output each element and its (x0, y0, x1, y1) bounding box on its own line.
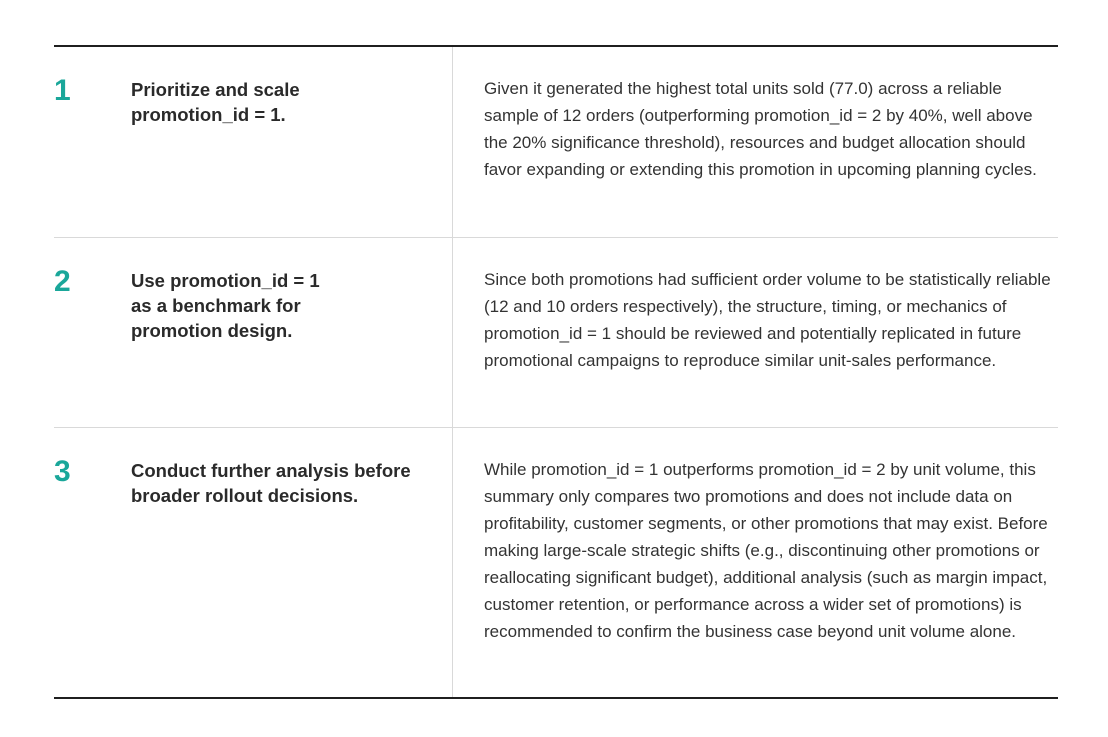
recommendation-body: Given it generated the highest total units sold (77.0) across a reliable sample of 12 orders (outperforming promotion_id = 2 by 40%, well above the 20% significance threshold), resources and budget allocation should favor expanding or extending this promotion in upcoming planning cycles. (484, 79, 1037, 179)
recommendation-title: Prioritize and scale promotion_id = 1. (131, 79, 300, 125)
recommendation-body: While promotion_id = 1 outperforms promotion_id = 2 by unit volume, this summary only compares two promotions and does not include data on profitability, customer segments, or other promotions that may exist. Before making large-scale strategic shifts (e.g., discontinuing other promotions or reallocating significant budget), additional analysis (such as margin impact, customer retention, or performance across a wider set of promotions) is recommended to confirm the business case beyond unit volume alone. (484, 460, 1048, 641)
recommendation-body: Since both promotions had sufficient order volume to be statistically reliable (12 and 10 orders respectively), the structure, timing, or mechanics of promotion_id = 1 should be reviewed and potentially replicated in future promotional campaigns to reproduce similar unit-sales performance. (484, 270, 1051, 370)
recommendation-body-cell (453, 428, 1058, 697)
recommendation-title: Conduct further analysis before broader rollout decisions. (131, 460, 411, 506)
recommendation-heading-cell (54, 428, 453, 697)
recommendation-body-cell (453, 47, 1058, 237)
recommendations-table (54, 45, 1058, 699)
recommendation-heading-cell (54, 238, 453, 427)
recommendation-heading-cell (54, 47, 453, 237)
recommendation-number: 2 (54, 265, 71, 298)
recommendation-row (54, 47, 1058, 238)
recommendation-title: Use promotion_id = 1 as a benchmark for promotion design. (131, 270, 320, 341)
recommendation-row (54, 428, 1058, 697)
recommendation-number: 3 (54, 455, 71, 488)
recommendation-number: 1 (54, 74, 71, 107)
recommendation-row (54, 238, 1058, 428)
recommendation-body-cell (453, 238, 1058, 427)
